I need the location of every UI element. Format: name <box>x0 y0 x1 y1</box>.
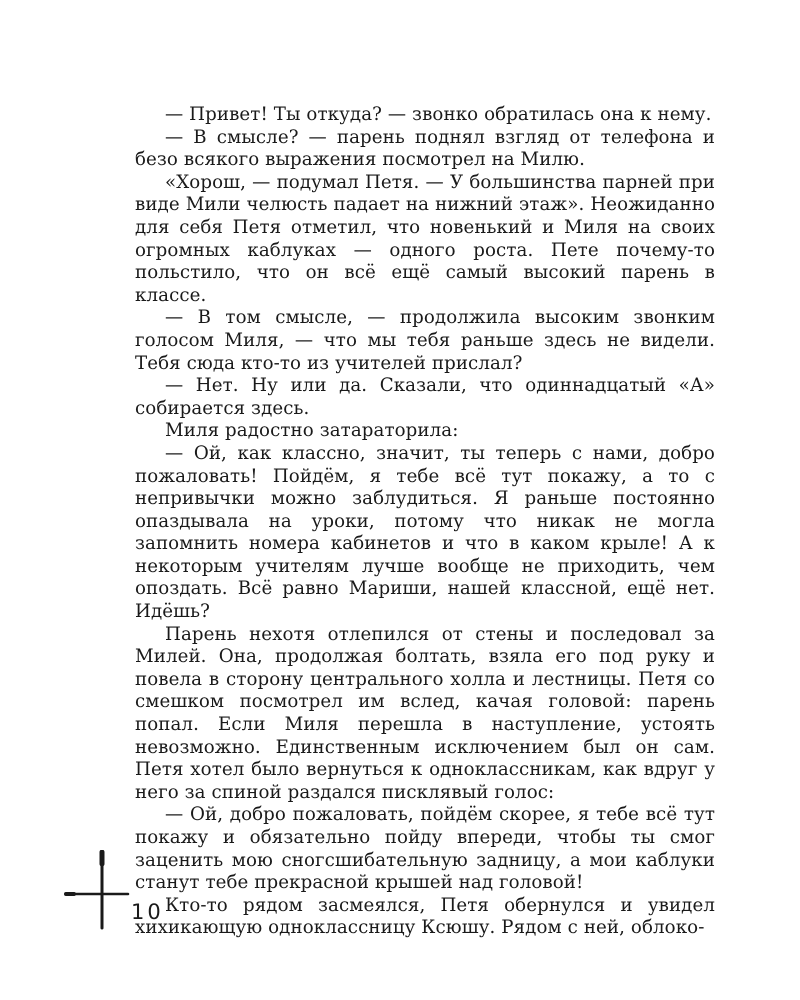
paragraph: Миля радостно затараторила: <box>165 420 459 442</box>
paragraph: — Привет! Ты откуда? — звонко обратилась она к нему. <box>165 104 712 125</box>
paragraph: «Хорош, — подумал Петя. — У большинства парней при виде Мили челюсть падает на нижний этаж». Неожиданно для себя Петя отметил, что новенький и Миля на своих огромных каблуках — одного роста. Пете почему-то польстило, что он всё ещё самый высокий парень в классе. <box>135 171 715 306</box>
drumsticks-cross-icon <box>62 850 132 930</box>
paragraph: — В смысле? — парень поднял взгляд от телефона и безо всякого выражения посмотрел на Милю. <box>135 126 715 171</box>
paragraph: — Нет. Ну или да. Сказали, что одиннадцатый «А» собирается здесь. <box>135 375 715 419</box>
paragraph: — В том смысле, — продолжила высоким звонким голосом Миля, — что мы тебя раньше здесь не видели. Тебя сюда кто-то из учителей прислал? <box>135 307 715 374</box>
paragraph: — Ой, добро пожаловать, пойдём скорее, я тебе всё тут покажу и обязательно пойду впереди, чтобы ты смог заценить мою сногсшибательную задницу, а мои каблуки станут тебе прекрасной крышей над головой! <box>135 804 715 894</box>
paragraph: — Ой, как классно, значит, ты теперь с нами, добро пожаловать! Пойдём, я тебе всё тут покажу, а то с непривычки можно заблудиться. Я раньше постоянно опаздывала на уроки, потому что никак не могла запомнить номера кабинетов и что в каком крыле! А к некоторым учителям лучше вообще не приходить, чем опоздать. Всё равно Мариши, нашей классной, ещё нет. Идёшь? <box>135 442 715 623</box>
page-number: 10 <box>131 900 164 924</box>
paragraph: Парень нехотя отлепился от стены и последовал за Милей. Она, продолжая болтать, взяла его под руку и повела в сторону центрального холла и лестницы. Петя со смешком посмотрел им вслед, качая головой: парень попал. Если Миля перешла в наступление, устоять невозможно. Единственным исключением был он сам. Петя хотел было вернуться к одноклассникам, как вдруг у него за спиной раздался писклявый голос: <box>135 623 715 803</box>
paragraph: Кто-то рядом засмеялся, Петя обернулся и увидел хихикающую одноклассницу Ксюшу. Рядом с ней, облоко- <box>135 894 715 939</box>
body-text <box>135 104 715 940</box>
